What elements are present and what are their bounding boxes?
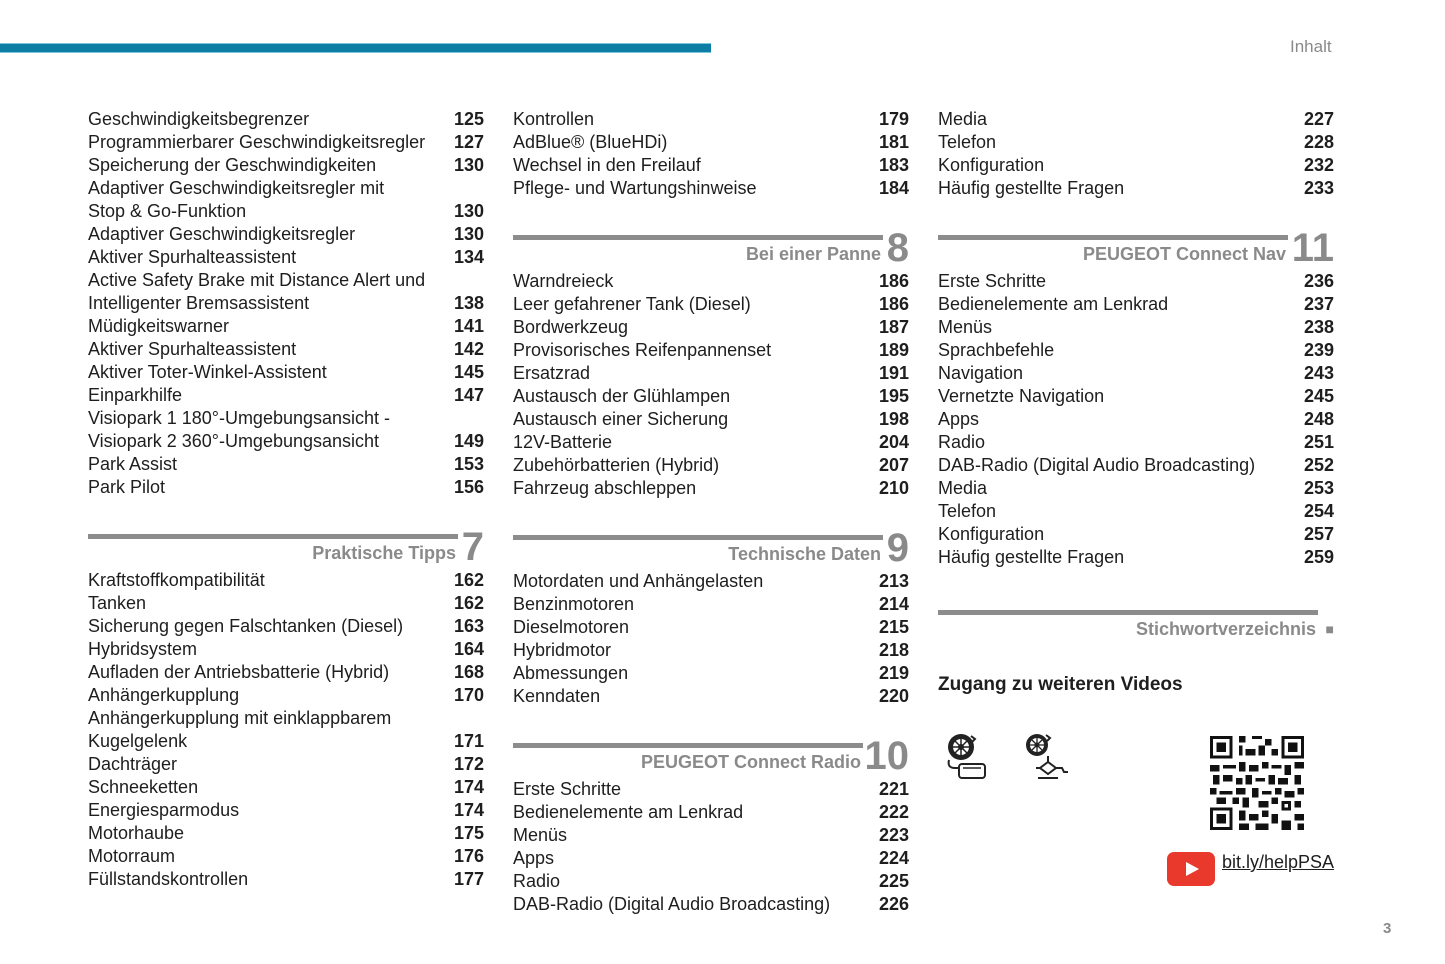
toc-entry-title: AdBlue® (BlueHDi) [513, 132, 668, 152]
toc-entry-title: Radio [938, 432, 986, 452]
toc-entry-page: 195 [878, 386, 909, 406]
toc-entry-page: 174 [453, 800, 484, 820]
toc-entry[interactable] [88, 753, 484, 776]
toc-entry-page: 251 [1303, 432, 1334, 452]
toc-entry-title: Häufig gestellte Fragen [938, 178, 1125, 198]
toc-entry[interactable] [88, 707, 484, 730]
toc-entry-page: 214 [878, 594, 909, 614]
toc-entry-title: Geschwindigkeitsbegrenzer [88, 109, 310, 129]
toc-entry-title: Sprachbefehle [938, 340, 1055, 360]
toc-entry[interactable] [513, 339, 909, 362]
toc-entry[interactable] [513, 685, 909, 708]
qr-code-icon[interactable] [1210, 736, 1304, 830]
chapter-number: 11 [1291, 226, 1334, 270]
toc-entry-page: 257 [1303, 524, 1334, 544]
chapter-title: Praktische Tipps [312, 543, 456, 563]
toc-entry[interactable] [938, 385, 1334, 408]
chapter-header[interactable] [513, 734, 909, 784]
toc-entry-title: Zubehörbatterien (Hybrid) [513, 455, 720, 475]
page-number: 3 [1383, 920, 1392, 937]
toc-entry[interactable] [513, 177, 909, 200]
toc-entry-page: 171 [453, 731, 484, 751]
toc-entry-title: Erste Schritte [513, 779, 622, 799]
toc-entry-title: Aufladen der Antriebsbatterie (Hybrid) [88, 662, 390, 682]
toc-entry-title: Warndreieck [513, 271, 614, 291]
toc-entry-title: Aktiver Spurhalteassistent [88, 247, 297, 267]
toc-entry-page: 218 [878, 640, 909, 660]
toc-entry-page: 238 [1303, 317, 1334, 337]
toc-entry-title: Kenndaten [513, 686, 601, 706]
toc-entry[interactable] [938, 362, 1334, 385]
toc-entry-title: Austausch einer Sicherung [513, 409, 729, 429]
chapter-title: PEUGEOT Connect Nav [1082, 244, 1286, 264]
toc-entry[interactable] [88, 407, 484, 430]
toc-entry[interactable] [88, 384, 484, 407]
toc-entry-title: Vernetzte Navigation [938, 386, 1105, 406]
toc-entry-title: Bordwerkzeug [513, 317, 629, 337]
toc-entry-title: Dieselmotoren [513, 617, 630, 637]
toc-entry-page: 227 [1303, 109, 1334, 129]
toc-entry-page: 168 [453, 662, 484, 682]
toc-entry[interactable] [88, 684, 484, 707]
toc-entry[interactable] [513, 824, 909, 847]
toc-entry-title: Motorraum [88, 846, 176, 866]
toc-entry[interactable] [88, 246, 484, 269]
toc-entry[interactable] [88, 315, 484, 338]
chapter-divider [938, 235, 1288, 240]
toc-entry-page: 226 [878, 894, 909, 914]
toc-entry[interactable] [88, 661, 484, 684]
toc-entry[interactable] [513, 477, 909, 500]
chapter-divider [513, 535, 883, 540]
toc-entry-page: 215 [878, 617, 909, 637]
toc-entry-page: 183 [878, 155, 909, 175]
toc-entry-page: 186 [878, 271, 909, 291]
toc-entry-title: Visiopark 2 360°-Umgebungsansicht [88, 431, 380, 451]
toc-entry-page: 191 [878, 363, 909, 383]
chapter-title: Stichwortverzeichnis [1135, 619, 1316, 639]
toc-entry-page: 176 [453, 846, 484, 866]
toc-entry-page: 189 [878, 340, 909, 360]
toc-entry-page: 222 [878, 802, 909, 822]
youtube-icon[interactable] [1167, 852, 1215, 886]
toc-entry-page: 130 [453, 155, 484, 175]
tyre-repair-kit-icon[interactable] [943, 732, 991, 784]
toc-entry-title: Motorhaube [88, 823, 185, 843]
toc-entry-title: Leer gefahrener Tank (Diesel) [513, 294, 751, 314]
toc-entry[interactable] [938, 500, 1334, 523]
toc-entry-page: 174 [453, 777, 484, 797]
toc-entry[interactable] [88, 845, 484, 868]
toc-entry-page: 243 [1303, 363, 1334, 383]
toc-entry-title: Sicherung gegen Falschtanken (Diesel) [88, 616, 404, 636]
toc-entry-title: Stop & Go-Funktion [88, 201, 247, 221]
toc-column-3 [938, 108, 1334, 645]
toc-entry-page: 177 [453, 869, 484, 889]
toc-entry[interactable] [88, 799, 484, 822]
toc-entry[interactable] [88, 154, 484, 177]
toc-entry-title: Erste Schritte [938, 271, 1047, 291]
chapter-number: 8 [886, 226, 909, 270]
toc-entry-title: Häufig gestellte Fragen [938, 547, 1125, 567]
toc-entry[interactable] [88, 430, 484, 453]
toc-entry-page: 184 [878, 178, 909, 198]
toc-entry[interactable] [938, 177, 1334, 200]
toc-entry-title: Hybridmotor [513, 640, 612, 660]
chapter-header[interactable] [938, 605, 1334, 651]
toc-entry[interactable] [938, 408, 1334, 431]
toc-entry[interactable] [513, 108, 909, 131]
toc-entry-title: Apps [513, 848, 555, 868]
toc-entry-title: Aktiver Spurhalteassistent [88, 339, 297, 359]
toc-entry[interactable] [938, 454, 1334, 477]
toc-entry-page: 175 [453, 823, 484, 843]
toc-column-1 [88, 108, 484, 891]
toc-entry[interactable] [88, 361, 484, 384]
toc-entry-page: 153 [453, 454, 484, 474]
toc-entry-page: 162 [453, 593, 484, 613]
toc-entry[interactable] [513, 362, 909, 385]
toc-entry[interactable] [938, 131, 1334, 154]
toc-entry-page: 221 [878, 779, 909, 799]
toc-entry[interactable] [513, 616, 909, 639]
toc-entry-title: Menüs [938, 317, 993, 337]
chapter-number: 9 [886, 526, 909, 570]
toc-entry-title: Fahrzeug abschleppen [513, 478, 697, 498]
toc-entry-page: 210 [878, 478, 909, 498]
toc-entry-title: Aktiver Toter-Winkel-Assistent [88, 362, 327, 382]
toc-entry-title: Park Assist [88, 454, 178, 474]
toc-entry-page: 164 [453, 639, 484, 659]
toc-entry-title: Einparkhilfe [88, 385, 183, 405]
toc-entry[interactable] [88, 292, 484, 315]
toc-entry-title: Motordaten und Anhängelasten [513, 571, 764, 591]
toc-entry[interactable] [88, 200, 484, 223]
toc-entry[interactable] [88, 338, 484, 361]
toc-entry-title: Telefon [938, 132, 997, 152]
toc-entry-page: 239 [1303, 340, 1334, 360]
toc-entry[interactable] [88, 476, 484, 499]
videos-heading: Zugang zu weiteren Videos [938, 674, 1183, 695]
toc-entry[interactable] [88, 223, 484, 246]
toc-entry-title: Anhängerkupplung [88, 685, 240, 705]
toc-entry-page: 236 [1303, 271, 1334, 291]
toc-entry[interactable] [513, 408, 909, 431]
toc-entry-title: Energiesparmodus [88, 800, 240, 820]
toc-entry-page: 223 [878, 825, 909, 845]
toc-entry[interactable] [513, 385, 909, 408]
toc-entry-page: 181 [878, 132, 909, 152]
toc-entry-title: Programmierbarer Geschwindigkeitsregler [88, 132, 426, 152]
toc-entry[interactable] [88, 131, 484, 154]
section-label: Inhalt [1290, 37, 1332, 56]
toc-entry-page: 204 [878, 432, 909, 452]
toc-entry-page: 245 [1303, 386, 1334, 406]
toc-entry-title: Apps [938, 409, 980, 429]
toc-entry-page: 170 [453, 685, 484, 705]
toc-entry-title: Wechsel in den Freilauf [513, 155, 701, 175]
toc-entry-title: Radio [513, 871, 561, 891]
toc-entry[interactable] [88, 453, 484, 476]
toc-entry[interactable] [88, 638, 484, 661]
toc-entry-page: 156 [453, 477, 484, 497]
toc-entry-page: 147 [453, 385, 484, 405]
toc-entry[interactable] [513, 316, 909, 339]
chapter-title: Technische Daten [728, 544, 881, 564]
toc-entry-page: 237 [1303, 294, 1334, 314]
toc-entry[interactable] [938, 523, 1334, 546]
toc-entry-page: 232 [1303, 155, 1334, 175]
toc-entry[interactable] [938, 546, 1334, 569]
toc-entry[interactable] [513, 431, 909, 454]
toc-entry-page: 187 [878, 317, 909, 337]
toc-entry-page: 259 [1303, 547, 1334, 567]
toc-entry-page: 142 [453, 339, 484, 359]
toc-entry-title: Ersatzrad [513, 363, 591, 383]
toc-entry-title: Menüs [513, 825, 568, 845]
toc-entry-page: 141 [453, 316, 484, 336]
toc-entry-title: Bedienelemente am Lenkrad [938, 294, 1169, 314]
chapter-title: Bei einer Panne [745, 244, 881, 264]
chapter-title: PEUGEOT Connect Radio [640, 752, 861, 772]
toc-entry[interactable] [513, 454, 909, 477]
toc-entry-title: Media [938, 478, 988, 498]
toc-entry[interactable] [88, 177, 484, 200]
toc-entry[interactable] [938, 154, 1334, 177]
toc-entry-title: 12V-Batterie [513, 432, 613, 452]
chapter-header[interactable] [513, 526, 909, 576]
toc-entry-title: Dachträger [88, 754, 178, 774]
toc-entry-page: 228 [1303, 132, 1334, 152]
toc-entry[interactable] [88, 592, 484, 615]
toc-entry[interactable] [513, 870, 909, 893]
jack-spare-wheel-icon[interactable] [1020, 732, 1072, 784]
chapter-number: 7 [461, 525, 484, 569]
toc-entry-page: 138 [453, 293, 484, 313]
toc-entry-page: 172 [453, 754, 484, 774]
toc-entry[interactable] [513, 131, 909, 154]
toc-entry-title: Austausch der Glühlampen [513, 386, 731, 406]
toc-entry-title: Navigation [938, 363, 1024, 383]
toc-entry-title: DAB-Radio (Digital Audio Broadcasting) [513, 894, 831, 914]
toc-entry-title: Adaptiver Geschwindigkeitsregler mit [88, 178, 385, 198]
toc-entry-title: Adaptiver Geschwindigkeitsregler [88, 224, 356, 244]
toc-entry-page: 252 [1303, 455, 1334, 475]
toc-entry-title: Müdigkeitswarner [88, 316, 230, 336]
toc-entry[interactable] [88, 615, 484, 638]
toc-entry-page: 162 [453, 570, 484, 590]
toc-entry[interactable] [513, 847, 909, 870]
toc-entry-page: 253 [1303, 478, 1334, 498]
toc-entry-title: Bedienelemente am Lenkrad [513, 802, 744, 822]
chapter-header[interactable] [938, 226, 1334, 276]
toc-entry[interactable] [938, 431, 1334, 454]
toc-entry-title: Konfiguration [938, 155, 1045, 175]
header-accent-bar [0, 43, 711, 53]
toc-entry-page: 198 [878, 409, 909, 429]
toc-entry-page: 219 [878, 663, 909, 683]
toc-entry-page: 186 [878, 294, 909, 314]
toc-entry[interactable] [513, 639, 909, 662]
toc-column-2 [513, 108, 909, 916]
video-link[interactable]: bit.ly/helpPSA [1222, 852, 1335, 872]
toc-entry-page: 248 [1303, 409, 1334, 429]
toc-entry-page: 220 [878, 686, 909, 706]
toc-entry-page: 213 [878, 571, 909, 591]
toc-entry[interactable] [88, 269, 484, 292]
toc-entry[interactable] [513, 662, 909, 685]
chapter-divider [938, 610, 1318, 615]
toc-entry[interactable] [88, 730, 484, 753]
toc-entry-title: DAB-Radio (Digital Audio Broadcasting) [938, 455, 1256, 475]
toc-entry[interactable] [88, 108, 484, 131]
toc-entry-page: 233 [1303, 178, 1334, 198]
chapter-number: 10 [864, 734, 909, 778]
toc-entry-page: 179 [878, 109, 909, 129]
toc-entry-title: Park Pilot [88, 477, 166, 497]
toc-entry-title: Speicherung der Geschwindigkeiten [88, 155, 377, 175]
toc-entry-title: Tanken [88, 593, 147, 613]
toc-entry[interactable] [513, 893, 909, 916]
toc-entry-page: 127 [453, 132, 484, 152]
chapter-divider [88, 534, 458, 539]
toc-entry[interactable] [938, 108, 1334, 131]
toc-entry-page: 254 [1303, 501, 1334, 521]
toc-entry-title: Konfiguration [938, 524, 1045, 544]
chapter-header[interactable] [513, 226, 909, 276]
toc-entry-title: Kraftstoffkompatibilität [88, 570, 265, 590]
chapter-divider [513, 743, 863, 748]
toc-entry-page: 130 [453, 201, 484, 221]
toc-entry[interactable] [938, 339, 1334, 362]
toc-entry-page: 125 [453, 109, 484, 129]
toc-entry-page: 130 [453, 224, 484, 244]
toc-entry[interactable] [938, 316, 1334, 339]
toc-entry[interactable] [88, 868, 484, 891]
toc-entry-title: Telefon [938, 501, 997, 521]
toc-entry-title: Füllstandskontrollen [88, 869, 249, 889]
toc-entry-page: 149 [453, 431, 484, 451]
toc-entry-title: Pflege- und Wartungshinweise [513, 178, 757, 198]
toc-entry[interactable] [513, 154, 909, 177]
toc-entry[interactable] [513, 801, 909, 824]
toc-entry-page: 207 [878, 455, 909, 475]
toc-entry-title: Kugelgelenk [88, 731, 188, 751]
toc-entry-title: Active Safety Brake mit Distance Alert und [88, 270, 426, 290]
toc-entry[interactable] [938, 293, 1334, 316]
toc-entry-title: Intelligenter Bremsassistent [88, 293, 310, 313]
toc-entry-title: Media [938, 109, 988, 129]
toc-entry-title: Abmessungen [513, 663, 629, 683]
toc-entry[interactable] [88, 776, 484, 799]
toc-entry-title: Kontrollen [513, 109, 595, 129]
toc-entry-title: Hybridsystem [88, 639, 198, 659]
toc-entry-title: Provisorisches Reifenpannenset [513, 340, 772, 360]
toc-entry[interactable] [513, 293, 909, 316]
toc-entry-title: Visiopark 1 180°-Umgebungsansicht - [88, 408, 391, 428]
toc-entry-page: 224 [878, 848, 909, 868]
toc-entry[interactable] [513, 593, 909, 616]
chapter-divider [513, 235, 883, 240]
toc-entry[interactable] [88, 822, 484, 845]
index-square-icon: ■ [1325, 621, 1334, 637]
toc-entry-page: 225 [878, 871, 909, 891]
chapter-header[interactable] [88, 525, 484, 575]
toc-entry[interactable] [938, 477, 1334, 500]
toc-entry-page: 163 [453, 616, 484, 636]
toc-entry-title: Benzinmotoren [513, 594, 635, 614]
toc-entry-page: 145 [453, 362, 484, 382]
toc-entry-page: 134 [453, 247, 484, 267]
toc-entry-title: Schneeketten [88, 777, 199, 797]
toc-entry-title: Anhängerkupplung mit einklappbarem [88, 708, 392, 728]
